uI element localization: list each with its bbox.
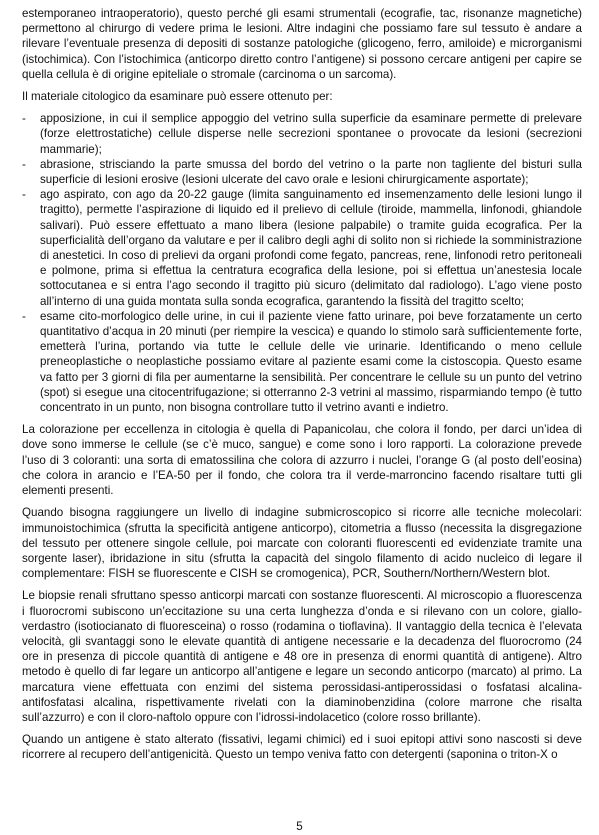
list-item — [22, 157, 582, 187]
paragraph-intraoperative-exam: estemporaneo intraoperatorio), questo perché gli esami strumentali (ecografie, tac, risonanze magnetiche) permettono al chirurgo di vedere prima le lesioni. Altre indagini che possiamo fare sul tessuto è andare a rilevare l’eventuale presenza di depositi di sostanze patologiche (glicogeno, ferro, amiloide) e microrganismi (istochimica). Con l’istochimica (anticorpo diretto contro l’antigene) si possono cercare antigeni per capire se quella cellula è di origine epiteliale o stromale (carcinoma o un sarcoma). — [22, 7, 582, 81]
paragraph-molecular-techniques: Quando bisogna raggiungere un livello di indagine submicroscopico si ricorre alle tecniche molecolari: immunoistochimica (sfrutta la specificità antigene anticorpo), citometria a flusso (necessita la disgregazione del tessuto per ottenere singole cellule, poi marcate con coloranti fluorescenti ed evidenziate tramite una sorgente laser), ibridazione in situ (sfrutta la capacità del singolo filamento di acido nucleico di legare il complementare: FISH se fluorescente e CISH se cromogenica), PCR, Southern/Northern/Western blot. — [22, 506, 582, 581]
list-item — [22, 309, 582, 415]
list-item — [22, 111, 582, 157]
sampling-methods-list — [22, 111, 582, 415]
list-item — [22, 187, 582, 309]
list-bullet: - — [22, 188, 26, 202]
list-item-text: esame cito-morfologico delle urine, in cui il paziente viene fatto urinare, poi beve forzatamente un certo quantitativo d’acqua in 20 minuti (per riempire la vescica) e quando lo stimolo sarà sufficientemente forte, emetterà l’urina, portando via tutte le cellule delle vie urinarie. Identificando o meno cellule preneoplastiche o neoplastiche possiamo evitare al paziente esami come la cistoscopia. Questo esame va fatto per 3 giorni di fila per aumentarne la sensibilità. Per concentrare le cellule su un punto del vetrino (spot) si esegue una citocentrifugazione; si otterranno 2-3 vetrini al massimo, risparmiando tempo (è tutto concentrato in un punto, non bisogna controllare tutto il vetrino avanti e indietro. — [40, 309, 582, 415]
list-item-text: abrasione, strisciando la parte smussa del bordo del vetrino o la parte non tagliente del bisturi sulla superficie di lesioni erosive (lesioni ulcerate del cavo orale e lesioni chirurgicamente asportate); — [40, 157, 582, 187]
list-bullet: - — [22, 112, 26, 126]
paragraph-antigen-retrieval: Quando un antigene è stato alterato (fissativi, legami chimici) ed i suoi epitopi attivi sono nascosti si deve ricorrere al recupero dell’antigenicità. Questo un tempo veniva fatto con detergenti (saponina o triton-X o — [22, 733, 582, 762]
paragraph-cytology-intro: Il materiale citologico da esaminare può essere ottenuto per: — [22, 90, 333, 104]
document-page — [22, 6, 582, 770]
list-bullet: - — [22, 309, 26, 323]
page-number: 5 — [296, 820, 303, 833]
paragraph-papanicolau-staining: La colorazione per eccellenza in citologia è quella di Papanicolau, che colora il fondo, per darci un’idea di dove sono immerse le cellule (se c’è muco, sangue) e come sono i loro rapporti. La colorazione prevede l’uso di 3 coloranti: una sorta di ematossilina che colora di azzurro i nuclei, l’orange G (al posto dell’eosina) che colora in arancio e l’EA-50 per il fondo, che colora tra il verde-marroncino facendo risaltare tutti gli elementi presenti. — [22, 423, 582, 498]
list-item-text: apposizione, in cui il semplice appoggio del vetrino sulla superficie da esaminare permette di prelevare (forze elettrostatiche) cellule disperse nelle secrezioni spontanee o provocate da lesioni (secrezioni mammarie); — [40, 112, 582, 156]
paragraph-renal-biopsies: Le biopsie renali sfruttano spesso anticorpi marcati con sostanze fluorescenti. Al microscopio a fluorescenza i fluorocromi subiscono un’eccitazione su una certa lunghezza d’onda e si rilevano con un colore, giallo-verdastro (isotiocianato di fluoresceina) o rosso (rodamina o tioflavina). Il vantaggio della tecnica è l’elevata velocità, gli svantaggi sono le elevate quantità di antigene necessarie e la decadenza del fluorocromo (24 ore in presenza di piccole quantità di antigene e 48 ore in presenza di enormi quantità di antigene). Altro metodo è quello di far legare un anticorpo all’antigene e legare un secondo anticorpo (marcato) al primo. La marcatura viene effettuata con enzimi del sistema perossidasi-antiperossidasi o fosfatasi alcalina-antifosfatasi alcalina, rispettivamente rivelati con la diaminobenzidina (colore marrone che risalta sull’azzurro) e con il cloro-naftolo oppure con l’idrossi-indolacetico (colore rosso brillante). — [22, 589, 582, 724]
list-item-text: ago aspirato, con ago da 20-22 gauge (limita sanguinamento ed insemenzamento delle lesioni lungo il tragitto), permette l’aspirazione di liquido ed il prelievo di cellule (tiroide, mammella, linfonodi, ghiandole salivari). Può essere effettuato a mano libera (lesione palpabile) o tramite guida ecografica. Per la superficialità dell’organo da valutare e per il calibro degli aghi di solito non si richiede la somministrazione di anestetici. In coso di prelievi da organi profondi come fegato, pancreas, rene, linfonodi retro peritoneali e polmone, prima si effettua la centratura ecografica della lesione, poi si effettua un’anestesia locale sottocutanea e si entra l’ago secondo il tragitto più sicuro (delimitato dal radiologo). L’ago viene posto all’interno di una guida montata sulla sonda ecografica, garantendo la fissità del tragitto scelto; — [40, 188, 582, 308]
list-bullet: - — [22, 157, 26, 171]
